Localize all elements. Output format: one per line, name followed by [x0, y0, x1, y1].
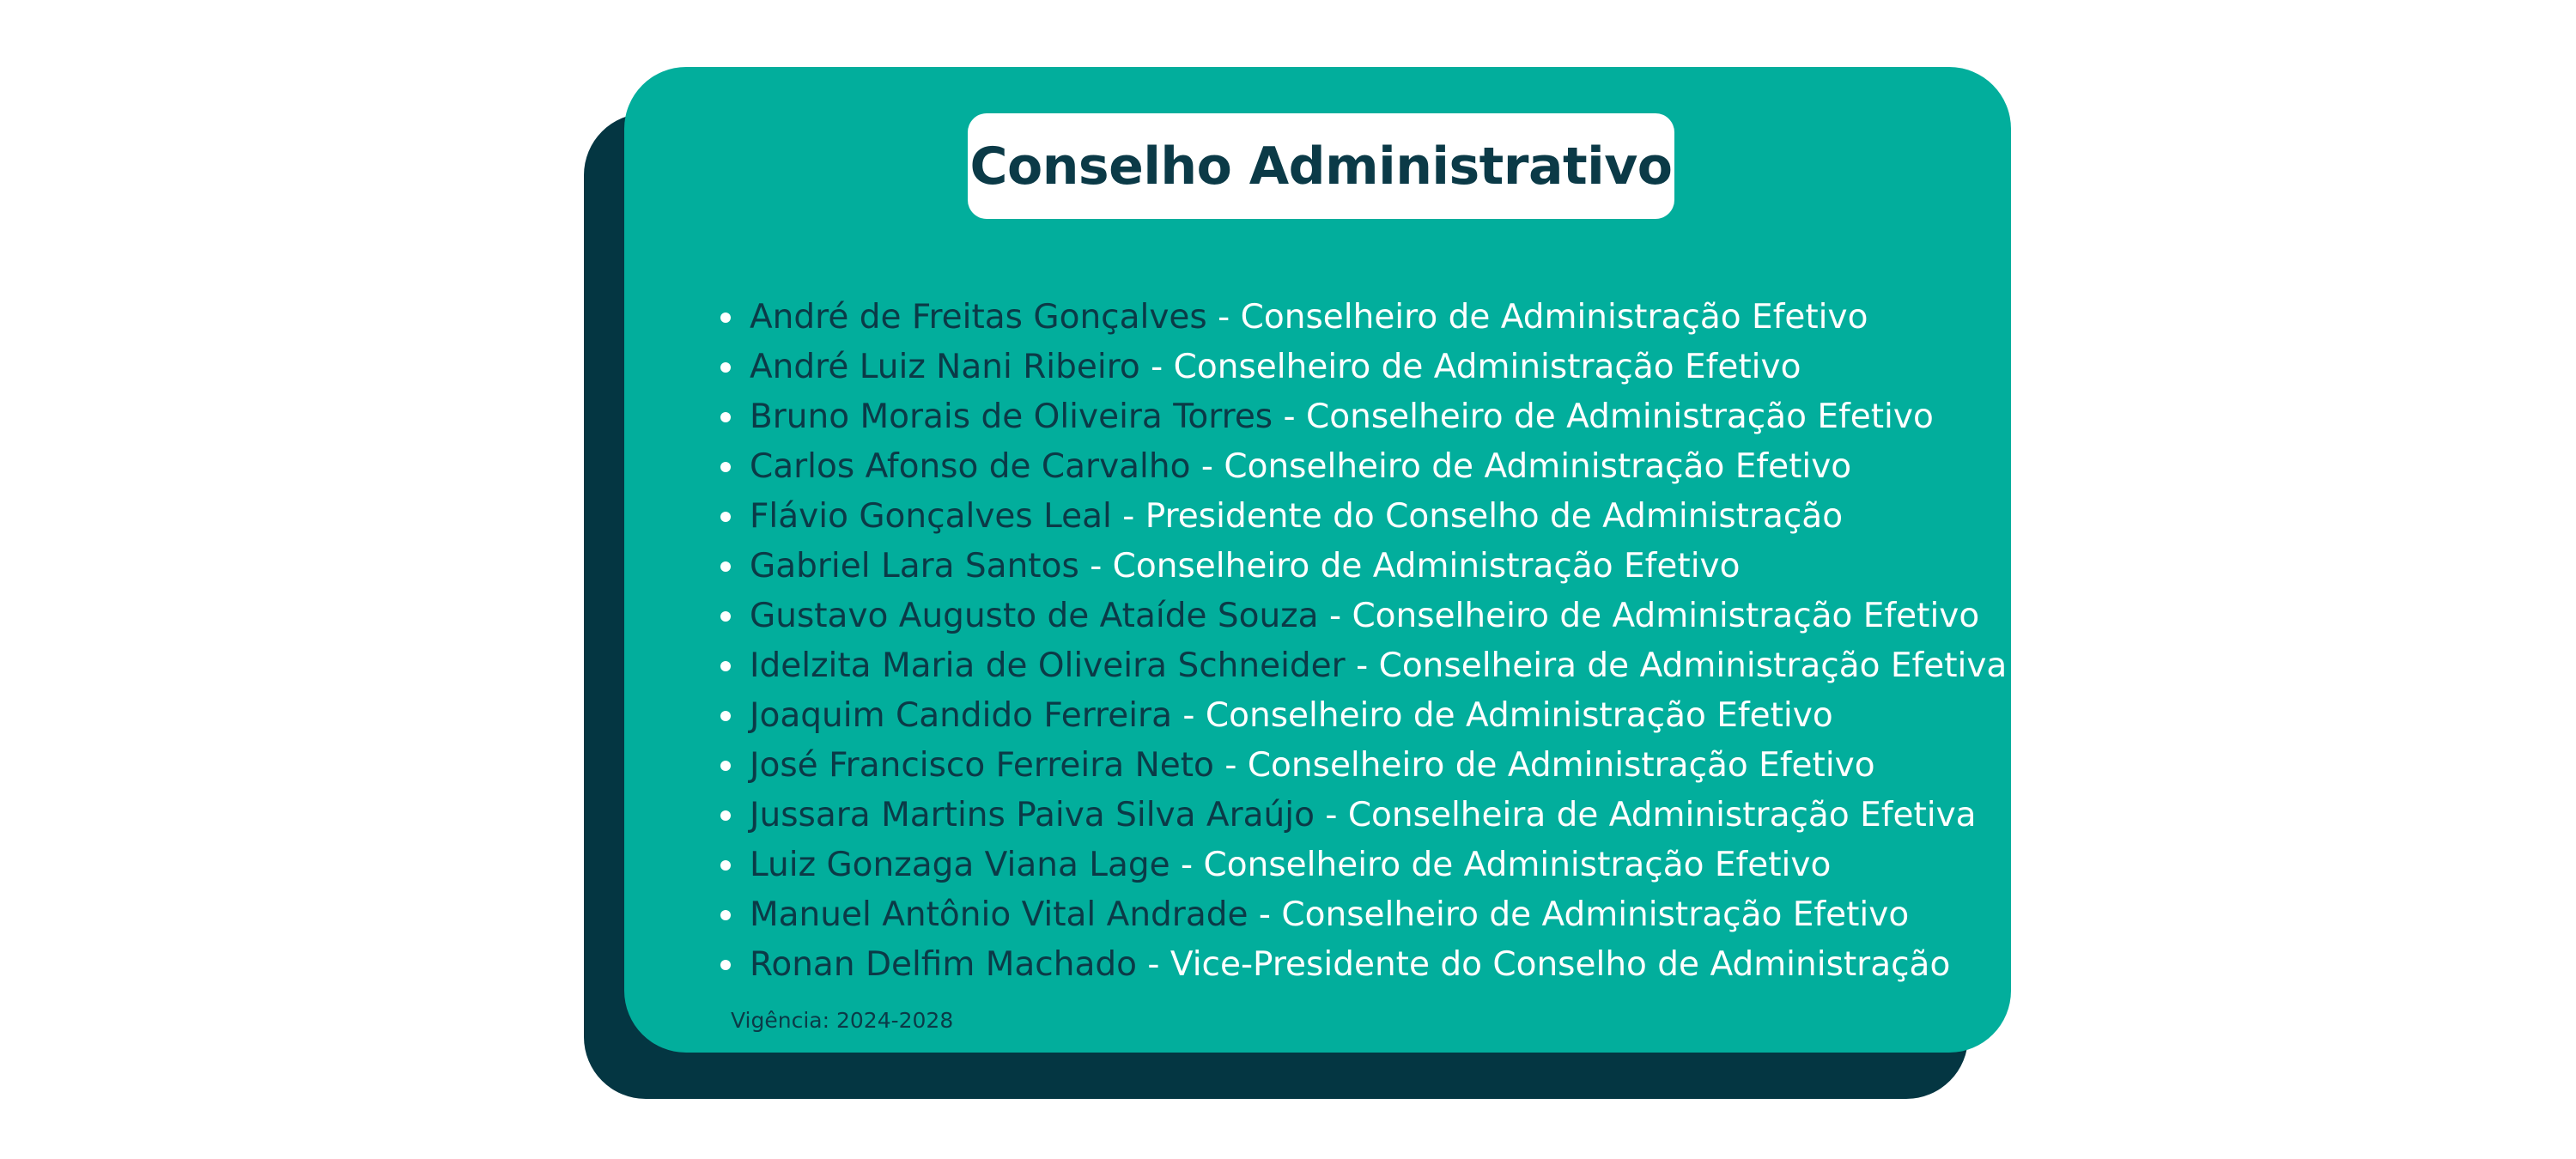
member-name: Flávio Gonçalves Leal	[750, 497, 1112, 536]
members-list	[717, 293, 2007, 990]
separator: -	[1182, 696, 1195, 735]
bullet-icon	[720, 810, 731, 821]
member-role: Conselheiro de Administração Efetivo	[1352, 597, 1980, 635]
separator: -	[1258, 895, 1271, 934]
member-role: Conselheiro de Administração Efetivo	[1306, 397, 1934, 436]
bullet-icon	[720, 960, 731, 970]
term-label: Vigência: 2024-2028	[731, 1008, 954, 1033]
member-name: José Francisco Ferreira Neto	[750, 746, 1214, 785]
title-box	[968, 113, 1674, 219]
member-role: Conselheiro de Administração Efetivo	[1112, 547, 1741, 586]
bullet-icon	[720, 462, 731, 472]
member-name: Luiz Gonzaga Viana Lage	[750, 846, 1170, 884]
list-item	[717, 542, 2007, 592]
member-name: André de Freitas Gonçalves	[750, 298, 1207, 337]
separator: -	[1224, 746, 1237, 785]
separator: -	[1356, 646, 1369, 685]
member-role: Conselheiro de Administração Efetivo	[1247, 746, 1875, 785]
list-item	[717, 392, 2007, 442]
list-item	[717, 592, 2007, 641]
bullet-icon	[720, 412, 731, 422]
member-role: Conselheira de Administração Efetiva	[1347, 796, 1977, 834]
bullet-icon	[720, 761, 731, 771]
separator: -	[1283, 397, 1296, 436]
member-role: Conselheiro de Administração Efetivo	[1203, 846, 1832, 884]
bullet-icon	[720, 661, 731, 671]
bullet-icon	[720, 561, 731, 572]
list-item	[717, 741, 2007, 791]
member-name: Bruno Morais de Oliveira Torres	[750, 397, 1273, 436]
member-name: Gustavo Augusto de Ataíde Souza	[750, 597, 1319, 635]
list-item	[717, 940, 2007, 990]
bullet-icon	[720, 362, 731, 373]
member-name: Carlos Afonso de Carvalho	[750, 447, 1191, 486]
page-title: Conselho Administrativo	[969, 136, 1673, 197]
member-name: Ronan Delfim Machado	[750, 945, 1137, 984]
member-role: Conselheiro de Administração Efetivo	[1173, 348, 1801, 386]
member-name: André Luiz Nani Ribeiro	[750, 348, 1140, 386]
member-role: Conselheira de Administração Efetiva	[1378, 646, 2008, 685]
list-item	[717, 890, 2007, 940]
list-item	[717, 840, 2007, 890]
separator: -	[1328, 597, 1342, 635]
member-role: Presidente do Conselho de Administração	[1145, 497, 1844, 536]
member-name: Idelzita Maria de Oliveira Schneider	[750, 646, 1346, 685]
list-item	[717, 343, 2007, 392]
member-name: Joaquim Candido Ferreira	[750, 696, 1172, 735]
separator: -	[1122, 497, 1135, 536]
separator: -	[1090, 547, 1103, 586]
list-item	[717, 492, 2007, 542]
member-role: Conselheiro de Administração Efetivo	[1281, 895, 1910, 934]
member-role: Vice-Presidente do Conselho de Administração	[1170, 945, 1951, 984]
separator: -	[1325, 796, 1338, 834]
list-item	[717, 442, 2007, 492]
bullet-icon	[720, 711, 731, 721]
bullet-icon	[720, 313, 731, 323]
separator: -	[1181, 846, 1194, 884]
bullet-icon	[720, 860, 731, 871]
member-role: Conselheiro de Administração Efetivo	[1224, 447, 1852, 486]
separator: -	[1147, 945, 1160, 984]
list-item	[717, 293, 2007, 343]
list-item	[717, 691, 2007, 741]
separator: -	[1218, 298, 1230, 337]
board-card	[624, 67, 2011, 1053]
list-item	[717, 641, 2007, 691]
member-role: Conselheiro de Administração Efetivo	[1240, 298, 1868, 337]
bullet-icon	[720, 611, 731, 622]
bullet-icon	[720, 910, 731, 920]
bullet-icon	[720, 512, 731, 522]
member-name: Manuel Antônio Vital Andrade	[750, 895, 1249, 934]
separator: -	[1151, 348, 1163, 386]
member-role: Conselheiro de Administração Efetivo	[1205, 696, 1833, 735]
list-item	[717, 791, 2007, 840]
member-name: Jussara Martins Paiva Silva Araújo	[750, 796, 1315, 834]
member-name: Gabriel Lara Santos	[750, 547, 1079, 586]
separator: -	[1200, 447, 1213, 486]
